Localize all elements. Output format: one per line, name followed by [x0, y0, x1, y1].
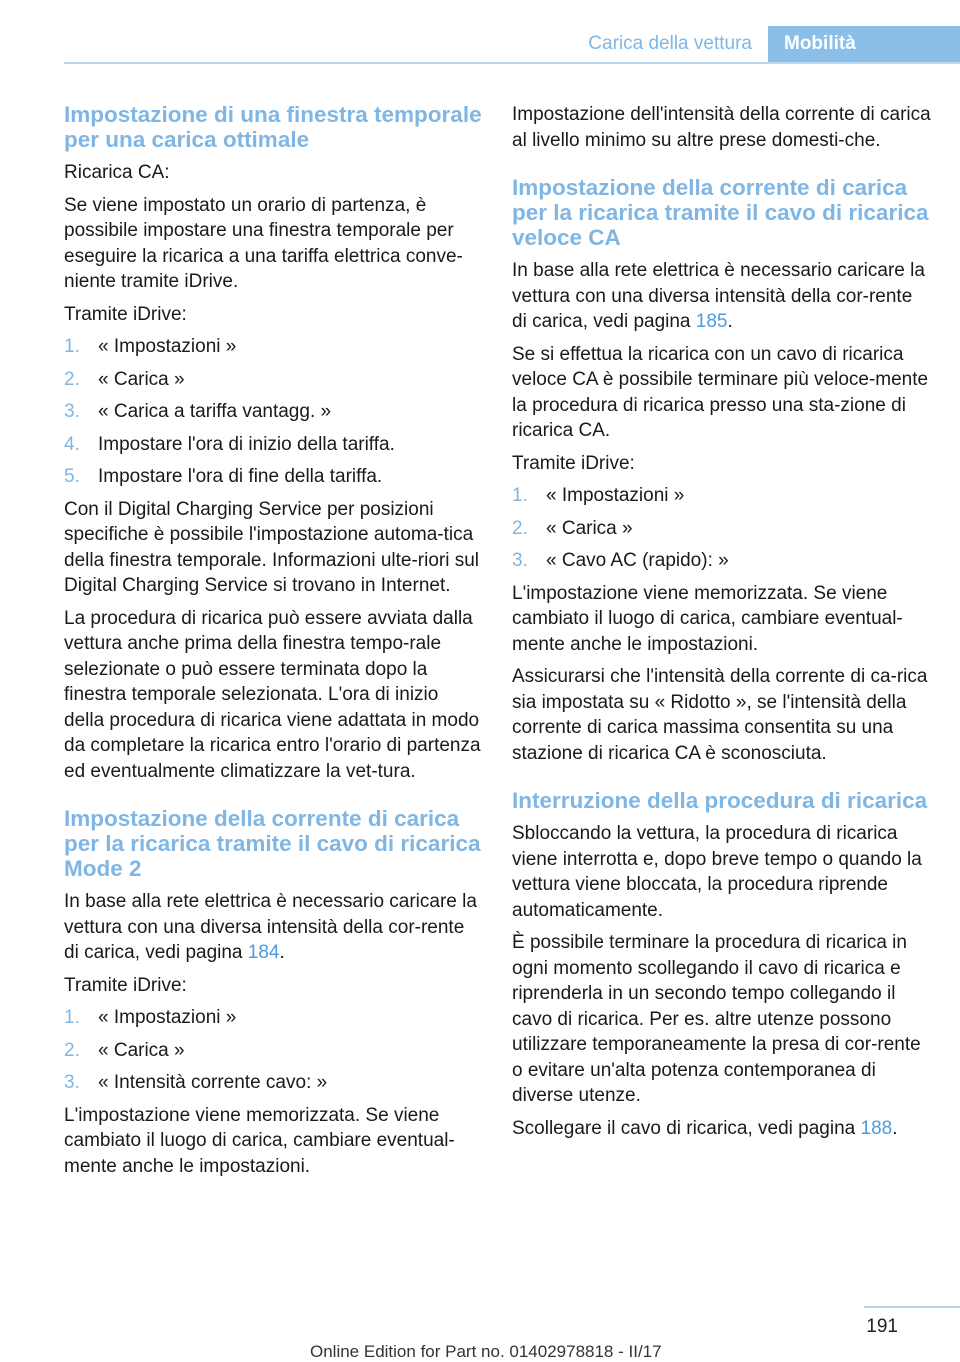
- paragraph-text: .: [727, 311, 733, 332]
- heading-ac-fast-current: Impostazione della corrente di carica per la ricarica tramite il cavo di ricarica veloce CA: [512, 175, 929, 250]
- list-number: 2.: [512, 517, 528, 539]
- list-text: Impostare l'ora di inizio della tariffa.: [98, 433, 395, 455]
- left-column: [64, 102, 482, 1186]
- paragraph-text: .: [892, 1117, 898, 1139]
- heading-interrupt-charging: Interruzione della procedura di ricarica: [512, 788, 928, 813]
- list-text: « Impostazioni »: [98, 336, 237, 357]
- list-number: 1.: [64, 336, 80, 357]
- list-number: 2.: [64, 1039, 80, 1061]
- page-link-185[interactable]: 185: [695, 311, 728, 332]
- paragraph: [512, 1116, 932, 1142]
- paragraph: Sbloccando la vettura, la procedura di ricarica viene interrotta e, dopo breve tempo o quando la vettura viene bloccata, la procedura riprende automaticamente.: [512, 823, 922, 921]
- list-item: [64, 399, 482, 425]
- paragraph: Ricarica CA:: [64, 162, 170, 183]
- list-text: Impostare l'ora di fine della tariffa.: [98, 466, 383, 487]
- footer-divider: [864, 1306, 960, 1308]
- paragraph: Se viene impostato un orario di partenza, è possibile impostare una finestra temporale per eseguire la ricarica a una tariffa elettrica conve‐niente tramite iDrive.: [64, 194, 463, 292]
- page-link-184[interactable]: 184: [247, 942, 280, 963]
- right-column: [512, 102, 932, 1148]
- list-text: « Impostazioni »: [546, 485, 685, 506]
- steps-list: [64, 334, 482, 490]
- steps-list: [512, 483, 932, 574]
- list-number: 1.: [64, 1007, 80, 1028]
- list-item: [512, 483, 932, 509]
- list-item: [64, 432, 482, 458]
- paragraph: Assicurarsi che l'intensità della corrente di ca‐rica sia impostata su « Ridotto », se l'intensità della corrente di carica massima consentita su una stazione di ricarica CA è sconosciuta.: [512, 666, 928, 764]
- list-item: [64, 334, 482, 360]
- paragraph: Se si effettua la ricarica con un cavo di ricarica veloce CA è possibile terminare più veloce‐mente la procedura di ricarica presso una sta‐zione di ricarica CA.: [512, 343, 929, 441]
- list-number: 4.: [64, 433, 80, 455]
- paragraph: [512, 258, 932, 335]
- paragraph: Tramite iDrive:: [512, 452, 635, 474]
- paragraph: Tramite iDrive:: [64, 303, 187, 325]
- header-section-title: Carica della vettura: [588, 33, 752, 54]
- list-number: 3.: [512, 550, 528, 571]
- list-item: [64, 1070, 482, 1096]
- list-item: [64, 367, 482, 393]
- list-number: 1.: [512, 485, 528, 506]
- paragraph: Impostazione dell'intensità della corrente di carica al livello minimo su altre prese domesti‐che.: [512, 104, 931, 151]
- page-number: 191: [866, 1316, 898, 1337]
- page-header: [568, 26, 960, 62]
- list-text: « Cavo AC (rapido): »: [546, 550, 729, 571]
- paragraph-text: Scollegare il cavo di ricarica, vedi pagina: [512, 1117, 861, 1139]
- paragraph: Tramite iDrive:: [64, 974, 187, 996]
- paragraph: La procedura di ricarica può essere avviata dalla vettura anche prima della finestra tempo‐rale selezionate o può essere terminata dopo la finestra temporale selezionata. L'ora di inizio della procedura di ricarica viene adattata in modo da completare la ricarica entro l'orario di partenza ed eventualmente climatizzare la vet‐tura.: [64, 607, 481, 782]
- list-number: 5.: [64, 466, 80, 487]
- list-item: [64, 1038, 482, 1064]
- paragraph: Con il Digital Charging Service per posizioni specifiche è possibile l'impostazione automa‐tica della finestra temporale. Informazioni ulte‐riori sul Digital Charging Service si trovano in Internet.: [64, 498, 480, 596]
- list-text: « Carica a tariffa vantagg. »: [98, 401, 332, 422]
- paragraph-text: In base alla rete elettrica è necessario caricare la vettura con una diversa intensità della cor‐rente di carica, vedi pagina: [512, 260, 925, 332]
- list-item: [64, 464, 482, 490]
- list-item: [512, 548, 932, 574]
- paragraph: È possibile terminare la procedura di ricarica in ogni momento scollegando il cavo di ricarica e riprenderla in un secondo tempo collegando il cavo di ricarica. Per es. altre utenze possono utilizzare temporaneamente la presa di cor‐rente o evitare un'alta potenza contemporanea di diverse utenze.: [512, 932, 921, 1106]
- paragraph-text: .: [279, 942, 285, 963]
- list-number: 2.: [64, 368, 80, 390]
- edition-note: Online Edition for Part no. 01402978818 - II/17: [310, 1342, 662, 1361]
- header-chapter-tab: Mobilità: [768, 26, 960, 62]
- list-text: « Impostazioni »: [98, 1007, 237, 1028]
- list-text: « Carica »: [98, 368, 185, 390]
- list-text: « Carica »: [546, 517, 633, 539]
- heading-mode2-current: Impostazione della corrente di carica per la ricarica tramite il cavo di ricarica Mode 2: [64, 806, 481, 881]
- page-link-188[interactable]: 188: [860, 1117, 893, 1139]
- heading-time-window: Impostazione di una finestra temporale per una carica ottimale: [64, 102, 482, 152]
- list-item: [512, 516, 932, 542]
- paragraph-text: In base alla rete elettrica è necessario caricare la vettura con una diversa intensità della cor‐rente di carica, vedi pagina: [64, 891, 477, 963]
- list-item: [64, 1005, 482, 1031]
- paragraph: [64, 889, 482, 966]
- header-divider: [64, 62, 960, 64]
- list-number: 3.: [64, 1072, 80, 1093]
- paragraph: L'impostazione viene memorizzata. Se viene cambiato il luogo di carica, cambiare eventual‐mente anche le impostazioni.: [64, 1104, 455, 1177]
- paragraph: L'impostazione viene memorizzata. Se viene cambiato il luogo di carica, cambiare eventual‐mente anche le impostazioni.: [512, 582, 903, 655]
- list-text: « Carica »: [98, 1039, 185, 1061]
- list-text: « Intensità corrente cavo: »: [98, 1072, 328, 1093]
- steps-list: [64, 1005, 482, 1096]
- list-number: 3.: [64, 401, 80, 422]
